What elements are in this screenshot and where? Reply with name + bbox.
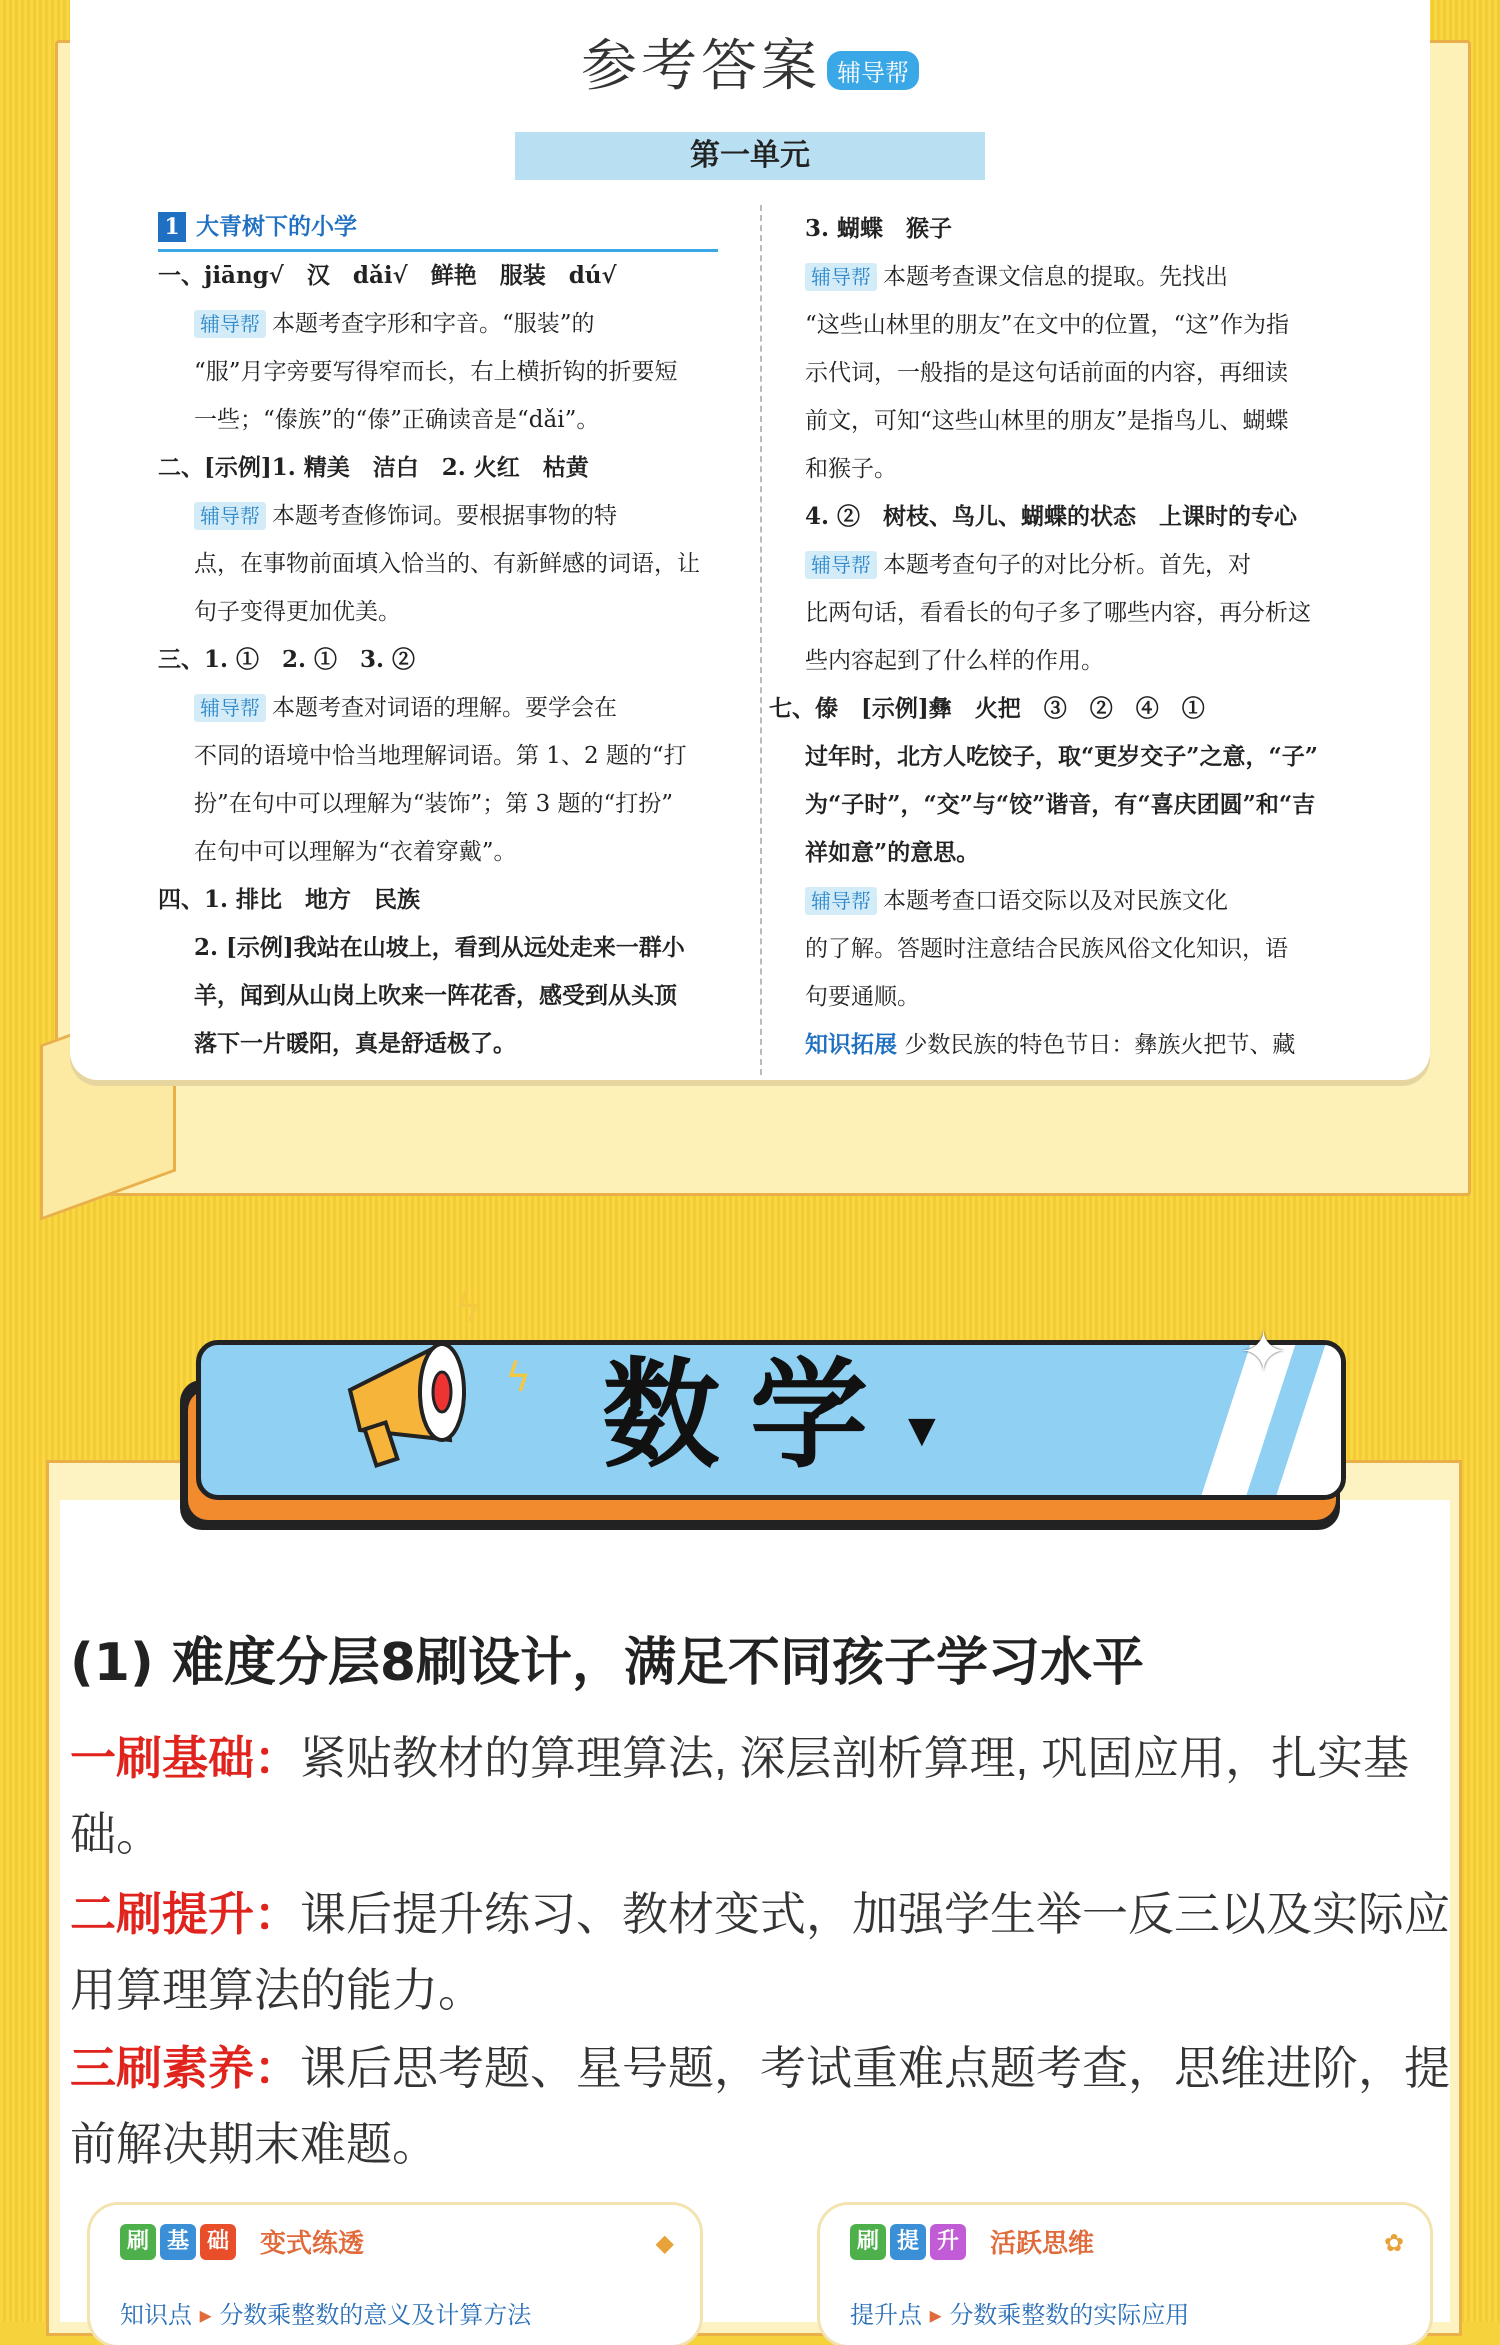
- answer-sheet-title: 参考答案 辅导帮: [70, 22, 1430, 102]
- answer-line: 比两句话，看看长的句子多了哪些内容，再分析这: [805, 600, 1311, 626]
- answer-line: 和猴子。: [805, 456, 897, 482]
- answer-line: 4. ② 树枝、鸟儿、蝴蝶的状态 上课时的专心: [805, 503, 1298, 530]
- answer-line: 示代词，一般指的是这句话前面的内容，再细读: [805, 360, 1288, 386]
- answer-line: 的了解。答题时注意结合民族风俗文化知识，语: [805, 936, 1288, 962]
- fudaobang-tag: 辅导帮: [194, 502, 266, 530]
- answer-line: 句要通顺。: [805, 984, 920, 1010]
- fudaobang-tag: 辅导帮: [194, 694, 266, 722]
- card-chip: 提: [890, 2224, 926, 2260]
- card-header: [120, 2223, 364, 2260]
- answer-line: 三、1. ① 2. ① 3. ②: [158, 646, 416, 673]
- preview-card-basic: [90, 2205, 700, 2345]
- lesson-heading: [158, 205, 718, 252]
- answer-line: 句子变得更加优美。: [194, 599, 401, 625]
- unit-title: 第一单元: [515, 132, 985, 180]
- answer-line: 七、傣 [示例]彝 火把 ③ ② ④ ①: [769, 695, 1205, 722]
- math-paragraph: [70, 2030, 1450, 2182]
- answer-line: 羊，闻到从山岗上吹来一阵花香，感受到从头顶: [194, 982, 677, 1009]
- math-banner-title: 数学: [601, 1346, 898, 1484]
- lightning-icon: ϟ: [455, 1285, 482, 1331]
- answer-column-left: [158, 205, 718, 1068]
- answer-line: 一、jiāng√ 汉 dǎi√ 鲜艳 服装 dú√: [158, 262, 617, 289]
- answer-line: 辅导帮 本题考查修饰词。要根据事物的特: [158, 492, 718, 540]
- fudaobang-tag: 辅导帮: [805, 263, 877, 291]
- paragraph-text: 课后思考题、星号题，考试重难点题考查，思维进阶，提前解决期末难题。: [70, 2042, 1450, 2170]
- lightning-icon: ϟ: [505, 1355, 532, 1401]
- preview-card-advanced: [820, 2205, 1430, 2345]
- answer-line: 些内容起到了什么样的作用。: [805, 648, 1104, 674]
- answer-line: 知识拓展 少数民族的特色节日：彝族火把节、藏: [805, 1031, 1296, 1058]
- answer-line: 2. [示例]我站在山坡上，看到从远处走来一群小: [194, 934, 685, 961]
- answer-line: 点，在事物前面填入恰当的、有新鲜感的词语，让: [194, 551, 700, 577]
- answer-line: 为“子时”，“交”与“饺”谐音，有“喜庆团圆”和“吉: [805, 791, 1316, 818]
- answer-line: 二、[示例]1. 精美 洁白 2. 火红 枯黄: [158, 454, 589, 481]
- sparkle-icon: ✦: [1240, 1320, 1287, 1385]
- answer-line: 辅导帮 本题考查口语交际以及对民族文化: [805, 877, 1365, 925]
- fudaobang-badge: 辅导帮: [827, 51, 919, 90]
- math-paragraph: [70, 1876, 1450, 2028]
- math-paragraph: [70, 1720, 1450, 1872]
- answer-line: 辅导帮 本题考查字形和字音。“服装”的: [158, 300, 718, 348]
- card-chip: 础: [200, 2224, 236, 2260]
- card-header: [850, 2223, 1094, 2260]
- answer-line: “这些山林里的朋友”在文中的位置，“这”作为指: [805, 312, 1290, 338]
- answer-line: 过年时，北方人吃饺子，取“更岁交子”之意，“子”: [805, 743, 1318, 770]
- gear-icon: ✿: [1383, 2229, 1404, 2257]
- answer-line: “服”月字旁要写得窄而长，右上横折钩的折要短: [194, 359, 678, 385]
- card-point: 知识点 ▸ 分数乘整数的意义及计算方法: [120, 2301, 532, 2329]
- answer-line: 在句中可以理解为“衣着穿戴”。: [194, 839, 517, 865]
- card-chip: 刷: [850, 2224, 886, 2260]
- card-subtitle: 变式练透: [260, 2229, 365, 2259]
- answer-sheet: [70, 0, 1430, 1080]
- answer-line: 不同的语境中恰当地理解词语。第 1、2 题的“打: [194, 743, 687, 769]
- paragraph-text: 课后提升练习、教材变式，加强学生举一反三以及实际应用算理算法的能力。: [70, 1888, 1450, 2016]
- triangle-down-icon: ▼: [908, 1410, 936, 1451]
- answer-line: 祥如意”的意思。: [805, 839, 980, 866]
- card-chip: 基: [160, 2224, 196, 2260]
- answer-line: 一些；“傣族”的“傣”正确读音是“dǎi”。: [194, 407, 600, 433]
- answer-line: 辅导帮 本题考查对词语的理解。要学会在: [158, 684, 718, 732]
- lesson-number: 1: [158, 212, 186, 242]
- cube-icon: ◆: [655, 2229, 674, 2257]
- answer-line: 3. 蝴蝶 猴子: [805, 215, 953, 242]
- answer-line: 扮”在句中可以理解为“装饰”；第 3 题的“打扮”: [194, 791, 674, 817]
- answer-line: 落下一片暖阳，真是舒适极了。: [194, 1030, 516, 1057]
- paragraph-lead: 三刷素养：: [70, 2042, 300, 2094]
- card-subtitle: 活跃思维: [990, 2229, 1095, 2259]
- column-divider: [760, 205, 762, 1075]
- card-chip: 刷: [120, 2224, 156, 2260]
- knowledge-expand-tag: 知识拓展: [805, 1031, 897, 1058]
- card-chip: 升: [930, 2224, 966, 2260]
- answer-column-right: [769, 205, 1365, 1069]
- fudaobang-tag: 辅导帮: [194, 310, 266, 338]
- paragraph-lead: 二刷提升：: [70, 1888, 300, 1940]
- paragraph-lead: 一刷基础：: [70, 1732, 300, 1784]
- megaphone-icon: [330, 1320, 480, 1470]
- lesson-title: 大青树下的小学: [196, 213, 357, 240]
- answer-line: 辅导帮 本题考查课文信息的提取。先找出: [805, 253, 1365, 301]
- answer-line: 辅导帮 本题考查句子的对比分析。首先，对: [805, 541, 1365, 589]
- answer-line: 四、1. 排比 地方 民族: [158, 886, 421, 913]
- paragraph-text: 紧贴教材的算理算法, 深层剖析算理, 巩固应用，扎实基础。: [70, 1732, 1410, 1860]
- fudaobang-tag: 辅导帮: [805, 887, 877, 915]
- fudaobang-tag: 辅导帮: [805, 551, 877, 579]
- answer-line: 前文，可知“这些山林里的朋友”是指鸟儿、蝴蝶: [805, 408, 1289, 434]
- math-heading: (1) 难度分层8刷设计，满足不同孩子学习水平: [70, 1633, 1144, 1693]
- card-point: 提升点 ▸ 分数乘整数的实际应用: [850, 2301, 1190, 2329]
